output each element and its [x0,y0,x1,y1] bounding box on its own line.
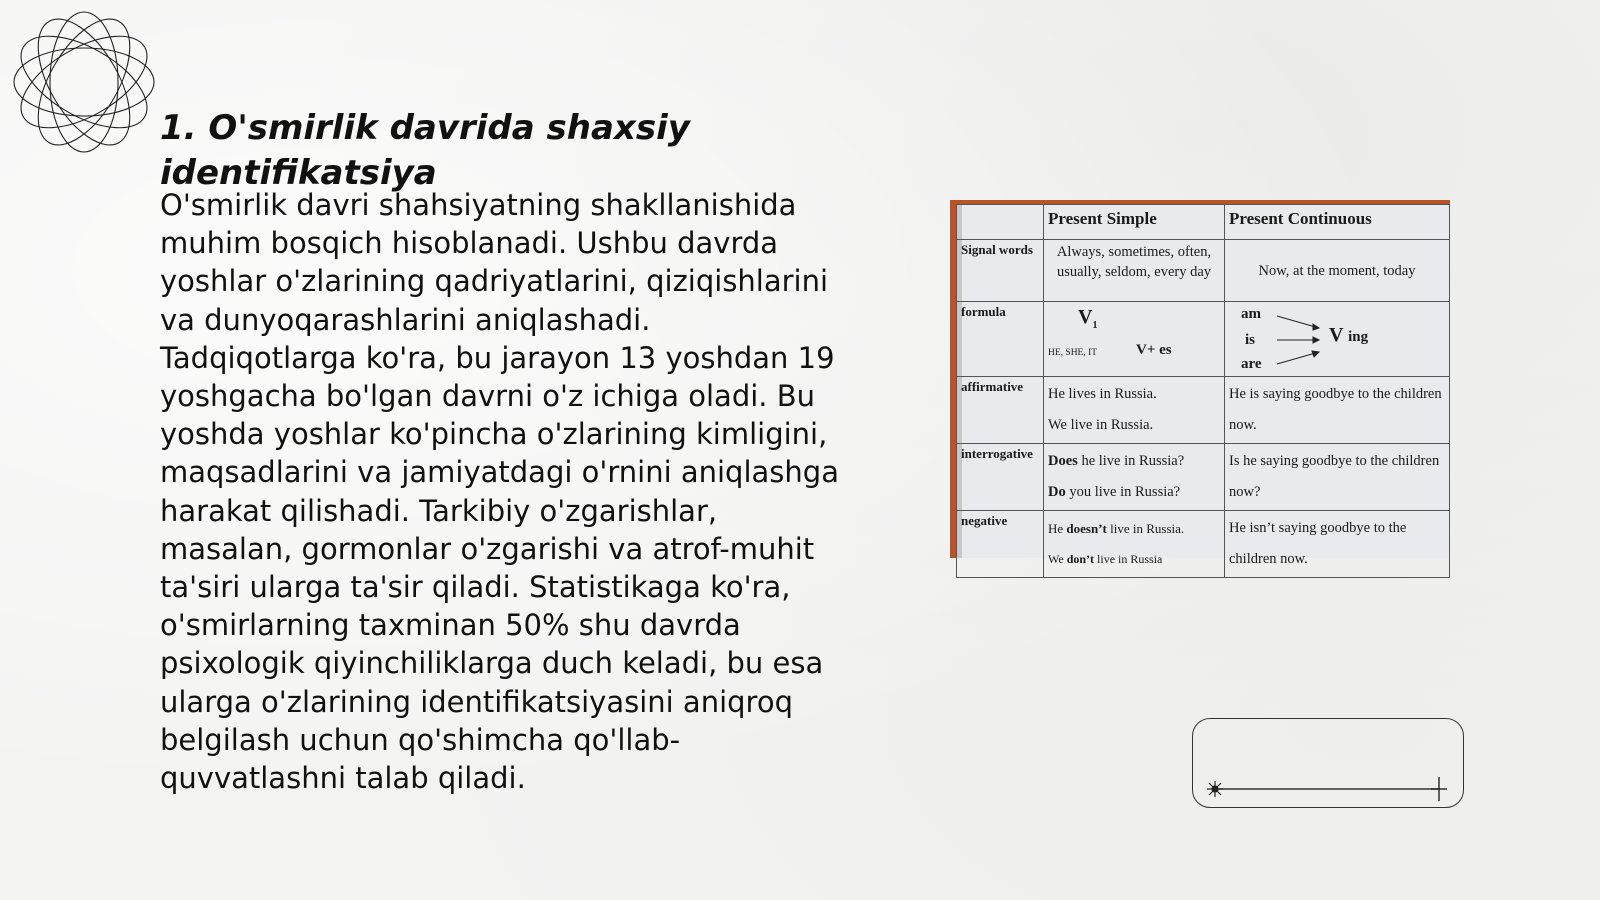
grammar-table-image [950,200,1450,567]
table-row-signal-words [957,240,1450,302]
cell-affirmative-continuous: He is saying goodbye to the children now. [1225,377,1450,444]
cell-signal-simple: Always, sometimes, often, usually, seldom, every day [1044,240,1225,302]
ornamental-rings-icon [10,8,158,156]
negative-simple-line-2: We don’t live in Russia [1048,552,1163,566]
formula-arrows-icon [1275,312,1325,368]
row-label-interrogative: interrogative [957,444,1044,511]
affirmative-simple-line-2: We live in Russia. [1048,417,1154,433]
decorative-rounded-frame [1192,718,1464,808]
formula-is: is [1245,332,1256,348]
header-present-simple: Present Simple [1044,205,1225,240]
cell-interrogative-simple [1044,444,1225,511]
row-label-signal-words: Signal words [957,240,1044,302]
cell-affirmative-simple [1044,377,1225,444]
cell-negative-simple [1044,511,1225,578]
cell-negative-continuous: He isn’t saying goodbye to the children now. [1225,511,1450,578]
decorative-line [1193,719,1465,809]
formula-he-she-it: HE, SHE, IT [1048,348,1098,358]
row-label-negative: negative [957,511,1044,578]
table-row-affirmative [957,377,1450,444]
table-row-interrogative [957,444,1450,511]
formula-are: are [1241,356,1262,372]
interrogative-simple-line-1: Does he live in Russia? [1048,453,1185,469]
slide-title: 1. O'smirlik davrida shaxsiy identifikatsiya [160,108,690,193]
slide-body-text: O'smirlik davri shahsiyatning shakllanishida muhim bosqich hisoblanadi. Ushbu davrda yoshlar o'zlarining qadriyatlarini, qiziqishlarini va dunyoqarashlarini aniqlashadi. Tadqiqotlarga ko'ra, bu jarayon 13 yoshdan 19 yoshgacha bo'lgan davrni o'z ichiga oladi. Bu yoshda yoshlar ko'pincha o'zlarining kimligini, maqsadlarini va jamiyatdagi o'rnini aniqlashga harakat qilishadi. Tarkibiy o'zgarishlar, masalan, gormonlar o'zgarishi va atrof-muhit ta'siri ularga ta'sir qiladi. Statistikaga ko'ra, o'smirlarning taxminan 50% shu davrda psixologik qiyinchiliklarga duch keladi, bu esa ularga o'zlarining identifikatsiyasini aniqroq belgilash uchun qo'shimcha qo'llab-quvvatlashni talab qiladi. [160,188,839,796]
formula-v-ing: V ing [1329,324,1369,346]
table-row-negative [957,511,1450,578]
cell-formula-continuous [1225,302,1450,377]
formula-v-es: V+ es [1136,342,1172,358]
negative-simple-line-1: He doesn’t live in Russia. [1048,521,1185,536]
formula-v1: $V_1$ [1078,306,1098,331]
affirmative-simple-line-1: He lives in Russia. [1048,386,1157,402]
table-row-formula [957,302,1450,377]
interrogative-simple-line-2: Do you live in Russia? [1048,484,1181,500]
plus-marker-icon [1431,777,1447,801]
cell-formula-simple [1044,302,1225,377]
grammar-table [956,204,1450,578]
header-empty [957,205,1044,240]
row-label-affirmative: affirmative [957,377,1044,444]
cell-signal-continuous: Now, at the moment, today [1225,240,1450,302]
cell-interrogative-continuous: Is he saying goodbye to the children now? [1225,444,1450,511]
row-label-formula: formula [957,302,1044,377]
header-present-continuous: Present Continuous [1225,205,1450,240]
table-header-row [957,205,1450,240]
sparkle-icon [1207,781,1223,797]
formula-am: am [1241,306,1261,322]
